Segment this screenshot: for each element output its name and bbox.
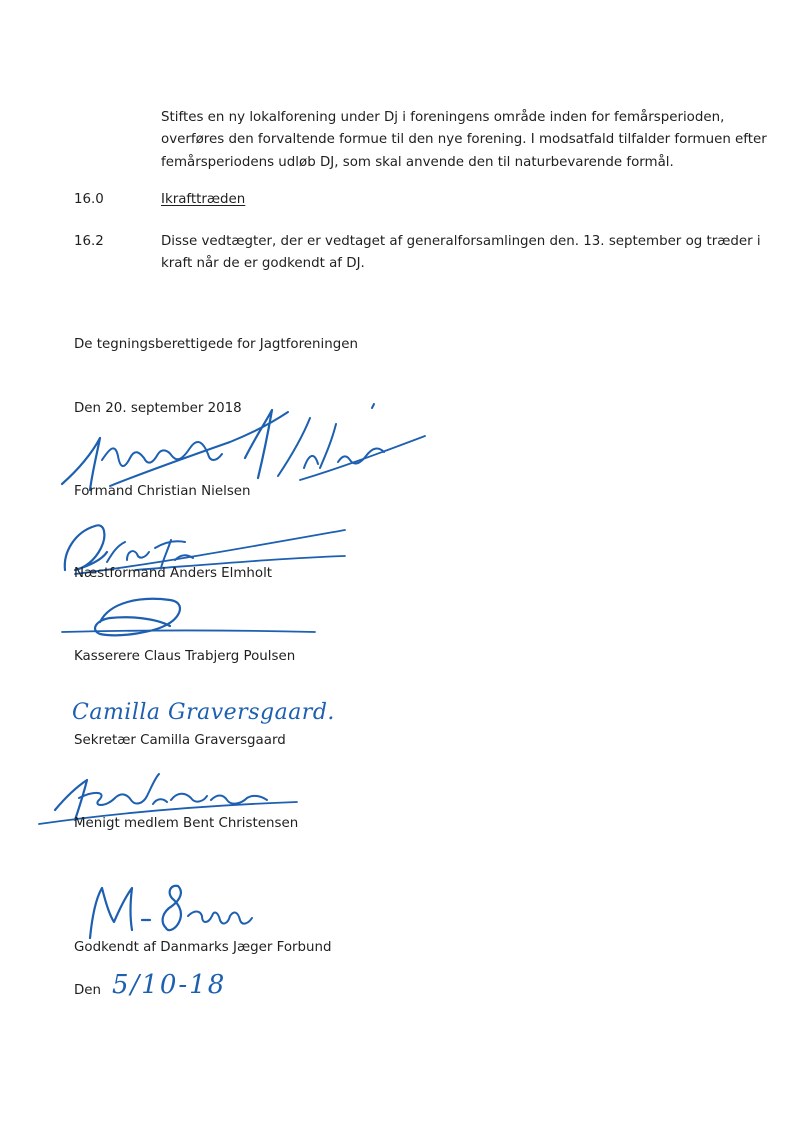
signature-camilla-graversgaard: Camilla Graversgaard. <box>72 700 335 725</box>
approval-date-label: Den <box>74 983 102 998</box>
paragraph-line: Disse vedtægter, der er vedtaget af generalforsamlingen den. 13. september og træder i <box>161 234 761 249</box>
paragraph-line: femårsperiodens udløb DJ, som skal anvende den til naturbevarende formål. <box>161 154 674 170</box>
approval-label: Godkendt af Danmarks Jæger Forbund <box>74 940 332 955</box>
signature-danmarks-jaeger-forbund <box>80 878 280 942</box>
paragraph-line: kraft når de er godkendt af DJ. <box>161 256 365 272</box>
section-number: 16.2 <box>74 234 104 249</box>
section-number: 16.0 <box>74 192 104 207</box>
section-heading: Ikrafttræden <box>161 192 246 207</box>
signatory-name: Menigt medlem Bent Christensen <box>74 816 299 831</box>
signatory-name: Sekretær Camilla Graversgaard <box>74 733 286 748</box>
signatory-name: Næstformand Anders Elmholt <box>74 566 273 581</box>
signature-date: Den 20. september 2018 <box>74 401 242 416</box>
signatory-name: Kasserere Claus Trabjerg Poulsen <box>74 649 296 664</box>
paragraph-line: Stiftes en ny lokalforening under Dj i foreningens område inden for femårsperioden, <box>161 110 725 125</box>
section-16-2-text <box>161 231 761 276</box>
paragraph-line: overføres den forvaltende formue til den nye forening. I modsatfald tilfalder formuen efter <box>161 132 767 148</box>
paragraph-15 <box>161 107 767 174</box>
signature-claus-trabjerg-poulsen <box>60 594 320 644</box>
approval-date-handwritten: 5/10-18 <box>112 970 227 1000</box>
signatory-name: Formand Christian Nielsen <box>74 484 251 499</box>
signatories-heading: De tegningsberettigede for Jagtforeningen <box>74 337 358 352</box>
